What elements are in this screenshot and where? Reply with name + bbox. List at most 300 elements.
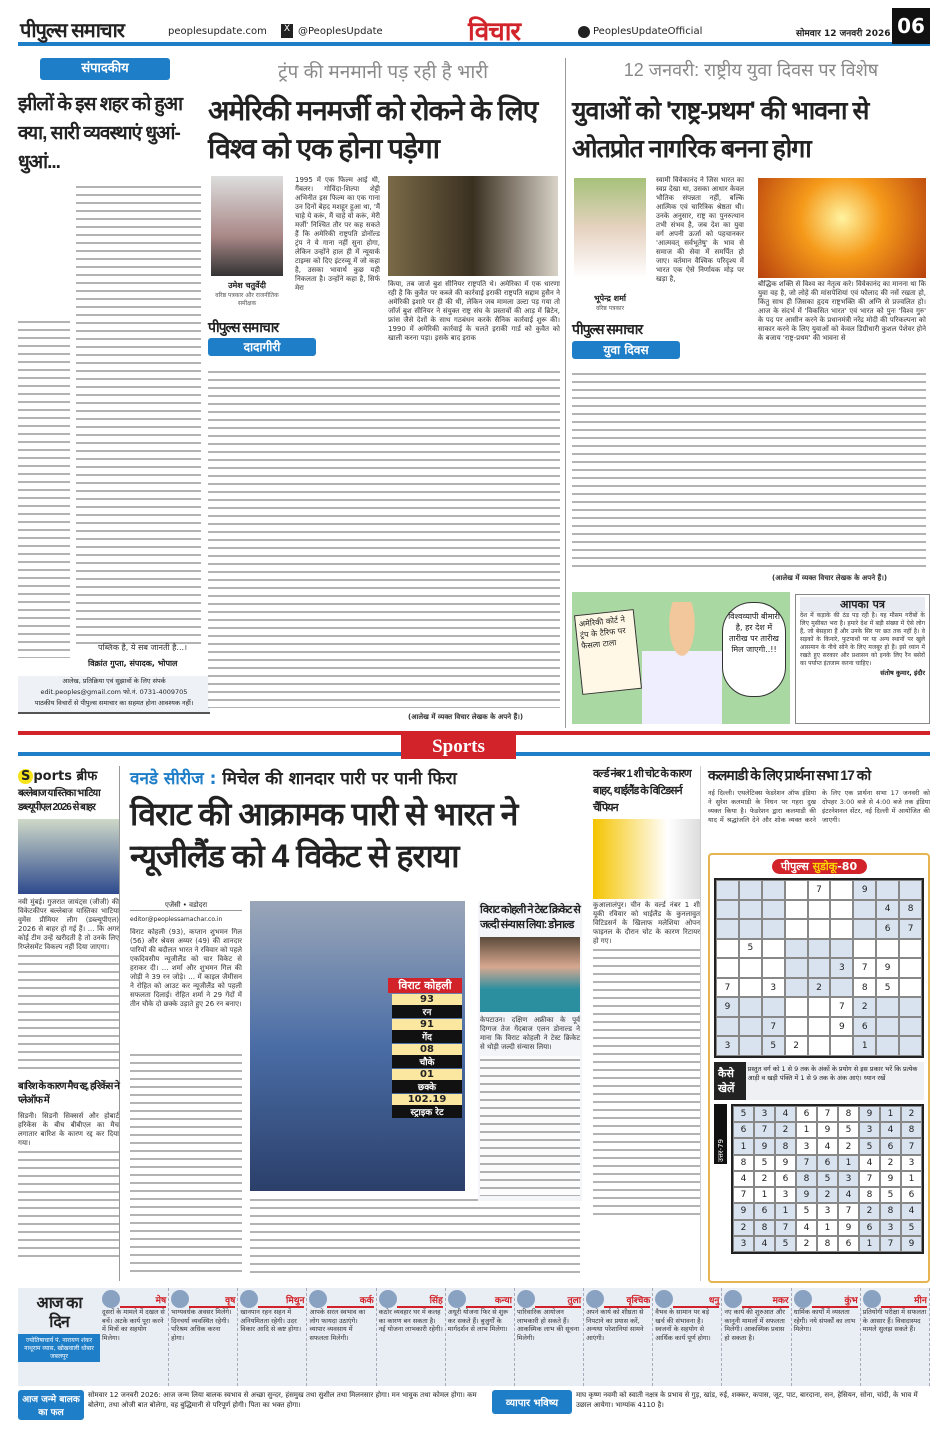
stat-value: 91	[392, 1019, 462, 1030]
sudoku-cell[interactable]: 7	[808, 880, 831, 900]
sudoku-cell[interactable]	[899, 958, 922, 978]
sudoku-cell: 8	[901, 1122, 922, 1138]
sudoku-cell: 9	[817, 1122, 838, 1138]
article-headline: अमेरिकी मनमर्जी को रोकने के लिए विश्व को एक होना पड़ेगा	[208, 95, 538, 164]
sign-name: मकर	[742, 1293, 788, 1308]
sudoku-cell: 4	[754, 1236, 775, 1252]
disclaimer: पाठकीय विचारों से पीपुल्स समाचार का सहमत होना आवश्यक नहीं।	[34, 699, 194, 707]
author-role: वरिष्ठ पत्रकार	[595, 305, 625, 312]
horoscope-sign	[100, 1288, 169, 1386]
sudoku-cell[interactable]	[830, 1036, 853, 1056]
sudoku-cell: 6	[901, 1187, 922, 1203]
sudoku-cell[interactable]	[739, 1036, 762, 1056]
sudoku-cell: 5	[733, 1106, 754, 1122]
sudoku-cell: 8	[838, 1106, 859, 1122]
sudoku-cell: 4	[880, 1122, 901, 1138]
sign-text: धार्मिक कार्यों में व्यस्तता रहेगी। नये संपर्कों का लाभ मिलेगा।	[793, 1308, 856, 1333]
sudoku-cell: 3	[880, 1220, 901, 1236]
kalmadi-body: नई दिल्ली। एथलेटिक्स फेडरेशन ऑफ इंडिया ने सुरेश कलमाडी के निधन पर गहरा दुख व्यक्त किया है। फेडरेशन द्वारा कलमाडी की याद में श्रद्धांजलि देने और शोक व्यक्त करने के लिए एक प्रार्थना सभा 17 जनवरी को दोपहर 3:00 बजे से 4:00 बजे तक इंडिया इंटरनेशनल सेंटर, नई दिल्ली में आयोजित की जाएगी।	[708, 789, 930, 824]
brief-headline-2: बारिश के कारण मैच रद्द, हरिकेंस ने प्लेऑफ में	[18, 1081, 119, 1106]
sudoku-cell: 1	[754, 1187, 775, 1203]
sign-text: अधूरी योजना फिर से शुरू कर सकते हैं। बुजुर्गों के मार्गदर्शन से लाभ मिलेगा।	[447, 1308, 509, 1333]
sudoku-cell[interactable]	[716, 880, 739, 900]
brief-title-text: ports ब्रीफ	[33, 769, 98, 784]
zodiac-icon	[448, 1290, 466, 1308]
sudoku-title	[772, 859, 867, 874]
brief-title	[18, 766, 119, 784]
sudoku-cell: 3	[754, 1106, 775, 1122]
article-footer: (आलेख में व्यक्त विचार लेखक के अपने हैं।)	[408, 713, 524, 721]
facebook-handle[interactable]: PeoplesUpdateOfficial	[593, 26, 703, 37]
sudoku-cell: 5	[901, 1220, 922, 1236]
sudoku-cell: 3	[838, 1171, 859, 1187]
how-title: कैसे खेलें	[714, 1062, 746, 1100]
editorial-closing: पब्लिक है, ये सब जानती है...।	[98, 643, 188, 652]
side-body: केपटाउन। दक्षिण अफ्रीका के पूर्व दिग्गज तेज गेंदबाज एलन डोनाल्ड ने माना कि विराट कोहली ने टेस्ट क्रिकेट से थोड़ी जल्दी संन्यास लिया।	[480, 1016, 580, 1051]
sudoku-cell: 2	[733, 1220, 754, 1236]
sudoku-cell[interactable]	[830, 919, 853, 939]
sudoku-cell[interactable]	[739, 900, 762, 920]
sudoku-cell: 1	[838, 1155, 859, 1171]
zodiac-icon	[586, 1290, 604, 1308]
article-body	[572, 370, 926, 570]
sudoku-cell: 1	[901, 1171, 922, 1187]
sign-text: खानपान रहन सहन में अनियमितता रहेगी। उदर विकार आदि से कष्ट होगा।	[240, 1308, 302, 1333]
brief-headline: बल्लेबाज यास्तिका भाटिया डब्ल्यूपीएल 2026 से बाहर	[18, 788, 100, 813]
sign-text: प्रतियोगी परीक्षा में सफलता के आसार हैं। विवादास्पद मामले सुलझ सकते हैं।	[862, 1308, 927, 1333]
letter-body: देश में कड़ाके की ठंड पड़ रही है। यह मौसम गरीबों के लिए मुसीबत भरा है। हमारे देश में बड़ी संख्या में ऐसे लोग हैं, जो बेसहारा हैं और उनके सिर पर छत तक नहीं है। वे सड़कों के किनारे, फुटपाथों पर या अन्य स्थानों पर खुले आसमान के नीचे सोने के लिए मजबूर हो हैं। इसे ध्यान में रखते हुए सरकार और प्रशासन को इनके लिए रैन बसेरों का पर्याप्त इंतजाम करना चाहिए।	[800, 612, 925, 667]
sign-name: मिथुन	[258, 1293, 304, 1308]
sudoku-cell[interactable]: 6	[853, 1017, 876, 1037]
sports-brief	[18, 766, 120, 1281]
sudoku-cell[interactable]	[876, 939, 899, 959]
sudoku-cell: 5	[880, 1187, 901, 1203]
author-name: भूपेन्द्र शर्मा	[594, 294, 626, 303]
sudoku-cell[interactable]: 3	[762, 978, 785, 998]
sign-name: कर्क	[327, 1293, 373, 1308]
sudoku-cell[interactable]: 7	[899, 919, 922, 939]
article-para: बौद्धिक शक्ति से विश्व का नेतृत्व करे। विवेकानंद का मानना था कि युवा वह है, जो लोहे की मांसपेशियां एवं फौलाद की नसें रखता हो, किंतु साथ ही जिसका हृदय राष्ट्रभक्ति की अग्नि से प्रज्वलित हो। आज के संदर्भ में 'विकसित भारत' एवं भारत को पुनः 'विश्व गुरु' के पद पर आसीन करने के प्रधानमंत्री नरेंद्र मोदी की परिकल्पना को साकार करने के लिए युवाओं को केवल डिग्रीधारी कुशल पेशेवर होने के बजाय 'राष्ट्र-प्रथम' की भावना से	[758, 280, 926, 342]
sports-kicker	[130, 766, 582, 789]
trade-text: माघ कृष्ण नवमी को स्वाती नक्षत्र के प्रभाव से गुड़, खांड, रुई, शक्कर, कपास, जूट, पाट, बारदाना, सन, हेसियन, सोना, चांदी, के भाव में उछाल आयेगा। भाग्यांक 4110 है।	[576, 1391, 918, 1409]
stat-box	[392, 978, 462, 1118]
editorial	[18, 58, 203, 728]
zodiac-icon	[309, 1290, 327, 1308]
sudoku-cell[interactable]	[785, 939, 808, 959]
sudoku-cell[interactable]	[739, 978, 762, 998]
zodiac-icon	[724, 1290, 742, 1308]
sudoku-cell: 8	[817, 1236, 838, 1252]
contact-box	[18, 676, 210, 714]
sudoku-cell: 3	[859, 1122, 880, 1138]
sudoku-cell[interactable]	[785, 958, 808, 978]
byline-email[interactable]: editor@peoplessamachar.co.in	[130, 916, 223, 923]
sudoku-cell: 2	[817, 1187, 838, 1203]
sudoku-cell: 6	[796, 1106, 817, 1122]
kalmadi-headline: कलमाडी के लिए प्रार्थना सभा 17 को	[708, 767, 871, 783]
sudoku-cell[interactable]	[739, 1017, 762, 1037]
sudoku-box	[708, 853, 930, 1283]
sudoku-cell[interactable]: 9	[716, 997, 739, 1017]
sudoku-cell: 3	[733, 1236, 754, 1252]
brief-initial: S	[18, 769, 33, 784]
sudoku-cell: 4	[817, 1138, 838, 1154]
column-tag: युवा दिवस	[572, 341, 680, 359]
date: सोमवार 12 जनवरी 2026	[796, 29, 891, 39]
sign-text: वैभव के सामान पर बड़े खर्च की संभावना है। स्वजनों के सहयोग से आर्थिक कार्य पूर्ण होगा।	[655, 1308, 711, 1342]
sudoku-cell: 6	[754, 1203, 775, 1219]
letter-box	[795, 594, 930, 724]
author-photo	[211, 176, 283, 276]
stat-label: छक्के	[392, 1080, 462, 1093]
sudoku-cell[interactable]: 5	[739, 939, 762, 959]
article-kicker: ट्रंप की मनमानी पड़ रही है भारी	[277, 62, 488, 83]
masthead	[18, 12, 930, 46]
sudoku-cell: 7	[880, 1236, 901, 1252]
sudoku-cell: 8	[859, 1187, 880, 1203]
sudoku-cell[interactable]	[853, 919, 876, 939]
author-name: उमेश चतुर्वेदी	[228, 281, 266, 290]
sign-name: तुला	[535, 1293, 581, 1308]
sudoku-cell: 7	[796, 1155, 817, 1171]
sudoku-cell[interactable]	[808, 919, 831, 939]
sudoku-cell: 1	[733, 1138, 754, 1154]
stat-value: 08	[392, 1044, 462, 1055]
sudoku-cell[interactable]	[876, 880, 899, 900]
sudoku-cell: 7	[754, 1122, 775, 1138]
side-headline: विराट कोहली ने टेस्ट क्रिकेट से जल्दी संन्यास लिया: डोनाल्ड	[480, 904, 580, 931]
editorial-side-column	[18, 318, 70, 658]
sudoku-cell[interactable]	[785, 900, 808, 920]
stat-label: रन	[392, 1005, 462, 1018]
sudoku-cell: 3	[901, 1155, 922, 1171]
sports-main	[130, 766, 582, 1281]
sudoku-cell: 5	[796, 1203, 817, 1219]
vivekananda-photo	[758, 178, 926, 278]
sudoku-cell[interactable]: 2	[808, 978, 831, 998]
column-brand: पीपुल्स समाचार	[572, 321, 643, 337]
article-headline: युवाओं को 'राष्ट्र-प्रथम' की भावना से ओतप्रोत नागरिक बनना होगा	[572, 97, 869, 163]
sudoku-cell[interactable]: 9	[876, 958, 899, 978]
sudoku-cell: 8	[775, 1138, 796, 1154]
sudoku-cell[interactable]	[785, 1017, 808, 1037]
sudoku-cell: 1	[775, 1203, 796, 1219]
sign-name: वृश्चिक	[604, 1293, 650, 1308]
sudoku-cell: 5	[859, 1138, 880, 1154]
how-text: प्रस्तुत वर्ग को 1 से 9 तक के अंकों के प्रयोग से इस प्रकार भरें कि प्रत्येक आड़ी व खड़ी पंक्ति में 1 से 9 तक के अंक आएं। ध्यान रखें	[747, 1065, 918, 1082]
stat-value: 93	[392, 994, 462, 1005]
badminton-body-lines	[593, 946, 700, 1216]
article-intro: 1995 में एक फिल्म आई थी, गैंबलर। गोविंदा-शिल्पा शेट्टी अभिनीत इस फिल्म का एक गाना उन दिनों बेहद मशहूर हुआ था, 'मैं चाहे ये करूं, मैं चाहे वो करूं, मेरी मर्जी' निश्चित तौर पर कह सकते हैं कि अमेरिकी राष्ट्रपति डोनॉल्ड ट्रंप ने ये गाना नहीं सुना होगा, लेकिन उन्होंने हाल ही में न्यूयार्क टाइम्स को दिए इंटरव्यू में जो कहा है, उसका भावार्थ कुछ यही निकलता है। उन्होंने कहा है, सिर्फ मेरा	[295, 176, 380, 292]
sudoku-cell: 4	[733, 1171, 754, 1187]
sudoku-cell: 4	[775, 1106, 796, 1122]
sudoku-cell[interactable]	[762, 880, 785, 900]
zodiac-icon	[171, 1290, 189, 1308]
zodiac-icon	[863, 1290, 881, 1308]
letter-author: संतोष कुमार, इंदौर	[880, 669, 925, 677]
sudoku-cell: 6	[733, 1122, 754, 1138]
sudoku-cell[interactable]: 8	[853, 978, 876, 998]
sudoku-cell: 1	[817, 1220, 838, 1236]
sudoku-cell: 2	[754, 1171, 775, 1187]
sudoku-cell[interactable]: 5	[762, 1036, 785, 1056]
sudoku-cell[interactable]	[830, 900, 853, 920]
sudoku-cell: 7	[859, 1171, 880, 1187]
article-kicker: 12 जनवरी: राष्ट्रीय युवा दिवस पर विशेष	[623, 60, 879, 80]
sudoku-cell: 9	[880, 1171, 901, 1187]
horoscope-sign	[792, 1288, 861, 1386]
sudoku-cell[interactable]: 6	[876, 919, 899, 939]
sports-headline: विराट की आक्रामक पारी से भारत ने न्यूजीलैंड को 4 विकेट से हराया	[130, 796, 518, 874]
sudoku-cell[interactable]: 8	[899, 900, 922, 920]
article-intro: स्वामी विवेकानंद ने जिस भारत का स्वप्न देखा था, उसका आधार केवल भौतिक संपन्नता नहीं, बल्कि आत्मिक एवं चारित्रिक श्रेष्ठता थी। उनके अनुसार, राष्ट्र का पुनरुत्थान तभी संभव है, जब देश का युवा वर्ग अपनी ऊर्जा को पहचानकर 'आत्मवत् सर्वभूतेषु' के भाव से समाज की सेवा में समर्पित हो जाए। वर्तमान वैश्विक परिदृश्य में भारत एक ऐसे निर्णायक मोड़ पर खड़ा है,	[656, 176, 744, 283]
sudoku-cell[interactable]	[830, 978, 853, 998]
trade-label: व्यापार भविष्य	[492, 1390, 572, 1414]
sign-text: अपने कार्य को शीघ्रता से निपटाने का प्रयास करें, अन्यथा परेशानियां सामने आएंगी।	[586, 1308, 644, 1342]
trade-forecast	[492, 1390, 930, 1414]
sudoku-cell: 3	[796, 1138, 817, 1154]
sudoku-cell[interactable]	[899, 1017, 922, 1037]
sports-body: विराट कोहली (93), कप्तान शुभमन गिल (56) और श्रेयस अय्यर (49) की शानदार पारियों की बदौलत भारत ने रविवार को पहले एकदिवसीय न्यूजीलैंड को चार विकेट से हराकर दी। ... शर्मा और शुभमन गिल की जोड़ी ने 39 रन जोड़े। ... में काइल जैमीसन ने रोहित को आउट कर न्यूजीलैंड को पहली सफलता दिलाई। रोहित शर्मा ने 29 गेंदों में तीन चौके दो छक्के उड़ाते हुए 26 रन बनाए।	[130, 928, 242, 1008]
sign-name: कन्या	[466, 1293, 512, 1308]
sudoku-cell[interactable]	[830, 880, 853, 900]
sudoku-cell[interactable]: 1	[853, 1036, 876, 1056]
side-story	[478, 901, 582, 1201]
sudoku-cell: 9	[733, 1203, 754, 1219]
sudoku-cell[interactable]: 4	[876, 900, 899, 920]
sudoku-cell[interactable]	[853, 939, 876, 959]
sudoku-cell: 5	[817, 1171, 838, 1187]
sudoku-cell[interactable]	[762, 958, 785, 978]
sudoku-cell[interactable]	[762, 919, 785, 939]
sudoku-cell: 9	[775, 1155, 796, 1171]
zodiac-icon	[379, 1290, 397, 1308]
sudoku-cell[interactable]	[830, 939, 853, 959]
sudoku-cell[interactable]	[762, 900, 785, 920]
sudoku-cell: 2	[838, 1138, 859, 1154]
sudoku-cell: 9	[754, 1138, 775, 1154]
sudoku-cell[interactable]	[739, 958, 762, 978]
sudoku-cell[interactable]: 2	[853, 997, 876, 1017]
sudoku-cell[interactable]: 2	[785, 1036, 808, 1056]
sudoku-cell: 6	[880, 1138, 901, 1154]
sudoku-cell: 1	[796, 1122, 817, 1138]
sudoku-cell[interactable]	[808, 900, 831, 920]
sudoku-cell: 4	[838, 1187, 859, 1203]
sudoku-cell[interactable]: 7	[853, 958, 876, 978]
sudoku-cell[interactable]	[716, 919, 739, 939]
website-link[interactable]: peoplesupdate.com	[168, 26, 267, 37]
sudoku-cell: 8	[754, 1220, 775, 1236]
brief-body-lines	[18, 952, 119, 1072]
sign-name: धनु	[673, 1293, 719, 1308]
sudoku-cell[interactable]	[716, 1017, 739, 1037]
horoscope-strip	[18, 1288, 930, 1386]
sudoku-cell[interactable]	[876, 1036, 899, 1056]
sudoku-cell[interactable]	[716, 900, 739, 920]
sudoku-cell[interactable]	[808, 1036, 831, 1056]
sudoku-cell[interactable]	[876, 1017, 899, 1037]
sudoku-cell[interactable]	[808, 1017, 831, 1037]
sudoku-answer-grid	[731, 1104, 924, 1254]
sudoku-cell[interactable]	[808, 958, 831, 978]
sudoku-cell: 7	[775, 1220, 796, 1236]
sudoku-cell[interactable]	[762, 939, 785, 959]
astrologer: ज्योतिषाचार्य पं. नारायण शंकर नाथूराम व्यास, खोखवाली धोबार जबलपुर	[18, 1334, 100, 1362]
author-photo	[574, 178, 646, 278]
sudoku-cell: 4	[901, 1203, 922, 1219]
sign-text: भाग्यवर्धक अवसर मिलेंगे। दिनचर्या व्यवस्थित रहेगी। परिश्रम अधिक करना होगा।	[171, 1308, 232, 1342]
editorial-author: विक्रांत गुप्ता, संपादक, भोपाल	[88, 659, 178, 668]
zodiac-icon	[240, 1290, 258, 1308]
author-role: वरिष्ठ पत्रकार और राजनीतिक समीक्षक	[215, 292, 279, 307]
sudoku-cell: 9	[838, 1220, 859, 1236]
sudoku-cell[interactable]	[739, 997, 762, 1017]
sudoku-cell: 9	[796, 1187, 817, 1203]
letter-title: आपका पत्र	[800, 597, 925, 612]
stat-label: गेंद	[392, 1030, 462, 1043]
sudoku-cell[interactable]	[739, 919, 762, 939]
sudoku-cell[interactable]	[739, 880, 762, 900]
sudoku-cell[interactable]	[899, 978, 922, 998]
sudoku-cell[interactable]: 7	[830, 997, 853, 1017]
zodiac-icon	[102, 1290, 120, 1308]
sign-text: पारिवारिक आयोजन लाभकारी हो सकते हैं। आकस्मिक लाभ की सूचना मिलेगी।	[516, 1308, 580, 1342]
kicker-text: मिचेल की शानदार पारी पर पानी फिरा	[222, 769, 457, 789]
sudoku-cell: 8	[796, 1171, 817, 1187]
sudoku-cell: 2	[880, 1155, 901, 1171]
badminton-headline: वर्ल्ड नंबर 1 शी चोट के कारण बाहर, थाईलैंड के विटिडसर्न चैंपियन	[593, 768, 691, 814]
sudoku-cell: 1	[859, 1236, 880, 1252]
sudoku-cell[interactable]: 5	[876, 978, 899, 998]
cricketer-photo	[18, 819, 119, 894]
sign-text: कठोर व्यवहार घर में कलह का कारण बन सकता है। नई योजना लाभकारी रहेगी।	[378, 1308, 443, 1333]
horoscope-sign	[515, 1288, 584, 1386]
sudoku-cell[interactable]	[808, 939, 831, 959]
sudoku-cell: 4	[859, 1155, 880, 1171]
sudoku-word: सुडोकू	[812, 860, 838, 873]
contact-email[interactable]: edit.peoples@gmail.com	[40, 688, 122, 696]
sudoku-cell[interactable]	[762, 997, 785, 1017]
zodiac-icon	[655, 1290, 673, 1308]
sudoku-cell[interactable]	[876, 997, 899, 1017]
horoscope-sign	[238, 1288, 307, 1386]
donald-photo	[480, 937, 580, 1012]
sudoku-cell: 6	[775, 1171, 796, 1187]
cartoon-paper: अमेरिकी कोर्ट ने ट्रंप के टैरिफ पर फैसला टाला	[574, 609, 642, 695]
cartoon	[572, 592, 790, 724]
sports-body-lines-2	[250, 1196, 580, 1276]
zodiac-icon	[517, 1290, 535, 1308]
brief-body-lines-2	[18, 1148, 119, 1258]
side-body-lines	[480, 1056, 580, 1196]
editorial-tag: संपादकीय	[40, 58, 170, 80]
stat-value: 102.19	[392, 1094, 462, 1105]
column-brand: पीपुल्स समाचार	[208, 319, 279, 335]
sudoku-cell[interactable]	[899, 880, 922, 900]
sudoku-cell: 9	[901, 1236, 922, 1252]
sudoku-cell[interactable]: 3	[716, 1036, 739, 1056]
horoscope-sign	[653, 1288, 722, 1386]
sign-name: कुंभ	[812, 1293, 858, 1308]
article-youth-day	[572, 58, 930, 588]
contact-line: आलेख, प्रतिक्रिया एवं सुझावों के लिए संपर्क	[62, 677, 166, 685]
sudoku-cell[interactable]	[785, 978, 808, 998]
kicker-label: वनडे सीरीज :	[130, 769, 217, 789]
sudoku-cell[interactable]	[899, 997, 922, 1017]
sports-body-lines	[130, 1051, 242, 1276]
horoscope-sign	[446, 1288, 515, 1386]
sudoku-cell[interactable]	[785, 997, 808, 1017]
editorial-body	[76, 183, 201, 648]
cartoon-figure	[642, 602, 722, 724]
logo: पीपुल्स समाचार	[20, 20, 124, 42]
sudoku-cell: 8	[880, 1203, 901, 1219]
trump-oil-photo	[388, 176, 558, 276]
sign-text: आपके सरल स्वभाव का लोग फायदा उठाएंगे। व्यापार व्यवसाय में सफलता मिलेगी।	[309, 1308, 366, 1342]
sudoku-cell: 7	[901, 1138, 922, 1154]
sudoku-cell: 5	[838, 1122, 859, 1138]
sudoku-cell[interactable]: 7	[716, 978, 739, 998]
sudoku-cell: 7	[838, 1203, 859, 1219]
byline: एजेंसी • वडोदरा	[130, 901, 242, 911]
badminton-photo	[593, 819, 700, 899]
horoscope-title: आज का दिन	[36, 1295, 82, 1331]
sudoku-cell[interactable]: 3	[830, 958, 853, 978]
sudoku-cell[interactable]	[808, 997, 831, 1017]
contact-phone: फो.नं. 0731-4009705	[123, 688, 188, 696]
stat-value: 01	[392, 1069, 462, 1080]
sudoku-cell: 1	[880, 1106, 901, 1122]
horoscope-sign	[722, 1288, 791, 1386]
sudoku-cell: 5	[775, 1236, 796, 1252]
sudoku-cell: 3	[775, 1187, 796, 1203]
born-label: आज जन्मे बालक का फल	[18, 1390, 84, 1420]
sudoku-cell: 2	[859, 1203, 880, 1219]
sudoku-cell: 7	[733, 1187, 754, 1203]
sudoku-cell[interactable]	[716, 958, 739, 978]
sudoku-cell[interactable]	[785, 919, 808, 939]
sudoku-cell: 2	[796, 1236, 817, 1252]
how-to-play	[714, 1062, 924, 1100]
sudoku-cell[interactable]	[716, 939, 739, 959]
sudoku-cell: 5	[754, 1155, 775, 1171]
horoscope-sign	[584, 1288, 653, 1386]
sudoku-cell[interactable]: 7	[762, 1017, 785, 1037]
badminton-story	[593, 766, 701, 1281]
sudoku-cell[interactable]	[899, 939, 922, 959]
sign-name: सिंह	[397, 1293, 443, 1308]
badminton-body: कुआलालंपुर। चीन के वर्ल्ड नंबर 1 शी यूकी रविवार को थाईलैंड के कुनलावुत विटिडसर्न के खिलाफ मलेशिया ओपन फाइनल के दौरान चोट के कारण रिटायर हो गए।	[593, 901, 700, 945]
twitter-handle[interactable]: @PeoplesUpdate	[298, 26, 383, 37]
sudoku-cell: 3	[817, 1203, 838, 1219]
sudoku-cell[interactable]: 9	[853, 880, 876, 900]
sudoku-cell[interactable]: 9	[830, 1017, 853, 1037]
sudoku-puzzle-grid[interactable]	[714, 878, 924, 1058]
sudoku-cell: 4	[796, 1220, 817, 1236]
sudoku-cell[interactable]	[899, 1036, 922, 1056]
stat-title: विराट कोहली	[388, 978, 462, 993]
sudoku-cell[interactable]	[785, 880, 808, 900]
article-america	[208, 58, 566, 728]
sudoku-brand: पीपुल्स	[780, 860, 809, 873]
zodiac-icon	[794, 1290, 812, 1308]
sign-name: मेष	[120, 1293, 166, 1308]
kalmadi-story	[708, 766, 930, 856]
sign-text: दूसरों के मामले में दखल से बचें। अटके कार्य पूरा करने में मित्रों का सहयोग मिलेगा।	[102, 1308, 165, 1342]
sudoku-cell: 2	[901, 1106, 922, 1122]
sudoku-cell[interactable]	[853, 900, 876, 920]
